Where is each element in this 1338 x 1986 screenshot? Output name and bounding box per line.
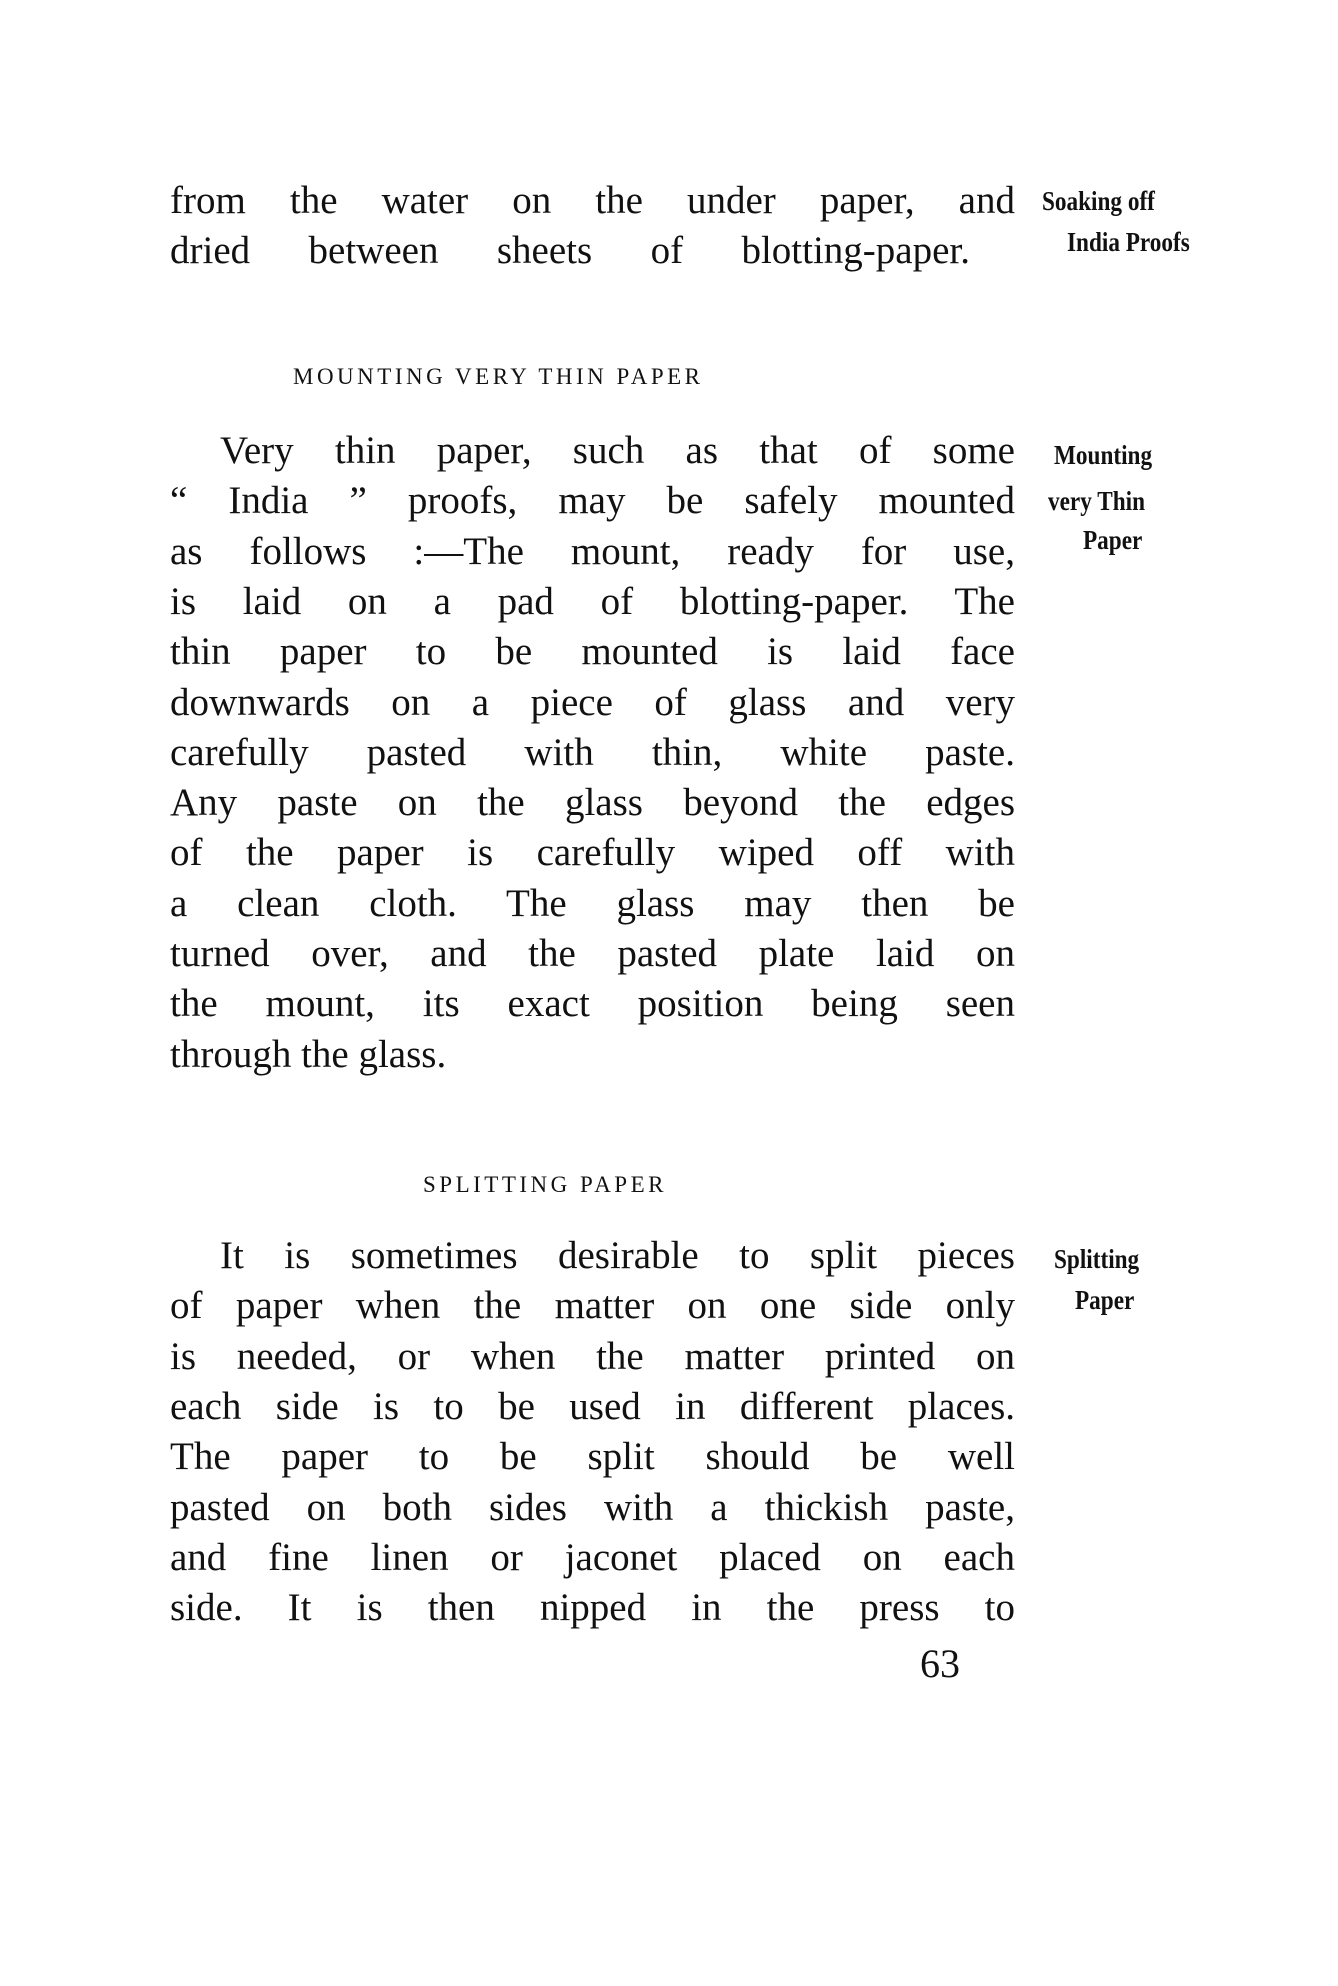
body-line: downwards on a piece of glass and very: [170, 680, 1015, 724]
body-line: is laid on a pad of blotting-paper. The: [170, 579, 1015, 623]
margin-note: Paper: [1083, 525, 1143, 555]
body-line: the mount, its exact position being seen: [170, 982, 1015, 1026]
margin-note: Paper: [1075, 1285, 1135, 1315]
margin-note: Mounting: [1054, 440, 1153, 470]
body-line: each side is to be used in different places.: [170, 1384, 1015, 1428]
section-heading: SPLITTING PAPER: [423, 1172, 667, 1197]
body-line: It is sometimes desirable to split pieces: [220, 1234, 1015, 1277]
body-line: as follows :—The mount, ready for use,: [170, 529, 1015, 573]
margin-note: India Proofs: [1067, 227, 1190, 257]
body-line: The paper to be split should be well: [170, 1435, 1015, 1479]
body-line: “ India ” proofs, may be safely mounted: [170, 479, 1015, 523]
body-line: side. It is then nipped in the press to: [170, 1586, 1015, 1630]
margin-note: Splitting: [1054, 1244, 1140, 1274]
body-line: thin paper to be mounted is laid face: [170, 630, 1015, 674]
body-line: dried between sheets of blotting-paper.: [170, 229, 970, 272]
body-line: Very thin paper, such as that of some: [220, 429, 1015, 472]
body-line: pasted on both sides with a thickish paste,: [170, 1485, 1015, 1529]
body-line: turned over, and the pasted plate laid on: [170, 932, 1015, 975]
body-line: and fine linen or jaconet placed on each: [170, 1535, 1015, 1579]
body-line: a clean cloth. The glass may then be: [170, 881, 1015, 925]
body-line: from the water on the under paper, and: [170, 179, 1015, 222]
margin-note: Soaking off: [1042, 186, 1155, 216]
body-line: of the paper is carefully wiped off with: [170, 831, 1015, 875]
body-line: through the glass.: [170, 1032, 447, 1076]
body-line: is needed, or when the matter printed on: [170, 1334, 1015, 1378]
page-number: 63: [920, 1641, 960, 1686]
body-line: carefully pasted with thin, white paste.: [170, 730, 1015, 774]
section-heading: MOUNTING VERY THIN PAPER: [293, 364, 704, 389]
body-line: Any paste on the glass beyond the edges: [170, 781, 1015, 825]
margin-note: very Thin: [1048, 486, 1145, 516]
body-line: of paper when the matter on one side only: [170, 1284, 1015, 1328]
